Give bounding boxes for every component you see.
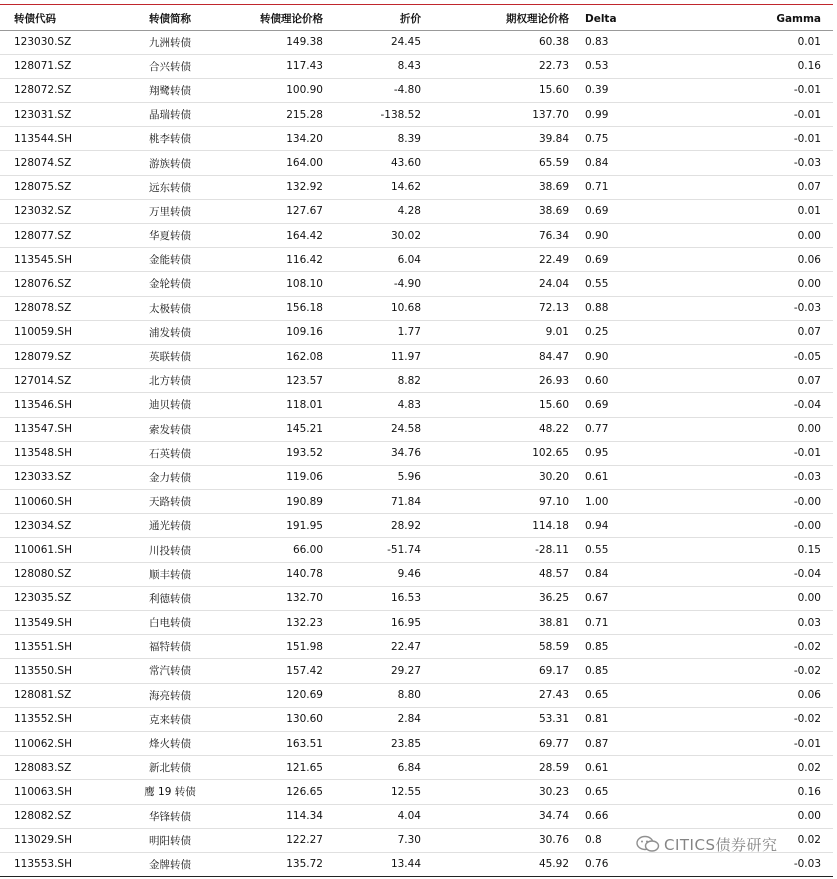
cell-gamma: -0.04	[723, 393, 833, 417]
cell-option-price: 69.17	[431, 659, 581, 683]
cell-discount: -4.80	[331, 78, 431, 102]
cell-option-price: 38.81	[431, 611, 581, 635]
cell-bond-code: 128081.SZ	[0, 683, 95, 707]
cell-gamma: 0.02	[723, 756, 833, 780]
cell-bond-name: 鹰 19 转债	[95, 780, 215, 804]
cell-bond-code: 113029.SH	[0, 828, 95, 852]
table-row	[0, 731, 833, 755]
cell-bond-name: 北方转债	[95, 369, 215, 393]
cell-bond-name: 浦发转债	[95, 320, 215, 344]
cell-theoretical-price: 157.42	[215, 659, 331, 683]
cell-gamma: -0.03	[723, 465, 833, 489]
cell-option-price: 30.20	[431, 465, 581, 489]
cell-bond-code: 123033.SZ	[0, 465, 95, 489]
cell-option-price: 48.22	[431, 417, 581, 441]
cell-theoretical-price: 132.70	[215, 586, 331, 610]
cell-theoretical-price: 215.28	[215, 103, 331, 127]
cell-discount: 23.85	[331, 731, 431, 755]
cell-delta: 0.61	[581, 465, 723, 489]
cell-bond-name: 合兴转债	[95, 54, 215, 78]
cell-theoretical-price: 193.52	[215, 441, 331, 465]
cell-delta: 0.69	[581, 248, 723, 272]
cell-option-price: 45.92	[431, 852, 581, 876]
cell-bond-name: 远东转债	[95, 175, 215, 199]
table-row	[0, 296, 833, 320]
cell-delta: 0.71	[581, 611, 723, 635]
cell-delta: 0.99	[581, 103, 723, 127]
cell-gamma: 0.07	[723, 369, 833, 393]
cell-discount: 13.44	[331, 852, 431, 876]
cell-discount: 29.27	[331, 659, 431, 683]
cell-theoretical-price: 109.16	[215, 320, 331, 344]
cell-delta: 0.84	[581, 151, 723, 175]
cell-theoretical-price: 132.23	[215, 611, 331, 635]
cell-bond-code: 110060.SH	[0, 490, 95, 514]
header-bond-code: 转债代码	[0, 8, 95, 30]
cell-bond-name: 金牌转债	[95, 852, 215, 876]
cell-theoretical-price: 118.01	[215, 393, 331, 417]
table-body	[0, 30, 833, 877]
cell-gamma: -0.02	[723, 635, 833, 659]
cell-theoretical-price: 122.27	[215, 828, 331, 852]
cell-theoretical-price: 191.95	[215, 514, 331, 538]
cell-discount: 2.84	[331, 707, 431, 731]
cell-discount: 28.92	[331, 514, 431, 538]
table-row	[0, 465, 833, 489]
cell-bond-code: 128082.SZ	[0, 804, 95, 828]
cell-option-price: 28.59	[431, 756, 581, 780]
cell-option-price: 22.73	[431, 54, 581, 78]
cell-theoretical-price: 134.20	[215, 127, 331, 151]
cell-bond-code: 128080.SZ	[0, 562, 95, 586]
cell-discount: -138.52	[331, 103, 431, 127]
cell-theoretical-price: 117.43	[215, 54, 331, 78]
cell-delta: 0.84	[581, 562, 723, 586]
cell-gamma: 0.00	[723, 417, 833, 441]
cell-gamma: -0.01	[723, 441, 833, 465]
cell-bond-name: 石英转债	[95, 441, 215, 465]
cell-bond-name: 克来转债	[95, 707, 215, 731]
table-row	[0, 369, 833, 393]
cell-bond-code: 128076.SZ	[0, 272, 95, 296]
cell-theoretical-price: 116.42	[215, 248, 331, 272]
cell-option-price: 15.60	[431, 393, 581, 417]
cell-option-price: 24.04	[431, 272, 581, 296]
table-row	[0, 224, 833, 248]
cell-theoretical-price: 126.65	[215, 780, 331, 804]
cell-discount: 22.47	[331, 635, 431, 659]
header-option-price: 期权理论价格	[431, 8, 581, 30]
cell-delta: 0.53	[581, 54, 723, 78]
table-row	[0, 127, 833, 151]
cell-discount: 5.96	[331, 465, 431, 489]
cell-option-price: 38.69	[431, 175, 581, 199]
table-row	[0, 611, 833, 635]
table-row	[0, 441, 833, 465]
cell-bond-code: 113547.SH	[0, 417, 95, 441]
cell-delta: 0.75	[581, 127, 723, 151]
cell-option-price: -28.11	[431, 538, 581, 562]
cell-bond-code: 128077.SZ	[0, 224, 95, 248]
cell-theoretical-price: 164.42	[215, 224, 331, 248]
table-row	[0, 490, 833, 514]
cell-gamma: -0.01	[723, 127, 833, 151]
cell-option-price: 76.34	[431, 224, 581, 248]
cell-option-price: 58.59	[431, 635, 581, 659]
table-row	[0, 756, 833, 780]
cell-discount: 6.04	[331, 248, 431, 272]
cell-option-price: 27.43	[431, 683, 581, 707]
cell-gamma: -0.01	[723, 78, 833, 102]
cell-discount: 8.82	[331, 369, 431, 393]
cell-theoretical-price: 66.00	[215, 538, 331, 562]
cell-gamma: 0.06	[723, 683, 833, 707]
cell-delta: 0.77	[581, 417, 723, 441]
cell-delta: 0.95	[581, 441, 723, 465]
cell-bond-name: 常汽转债	[95, 659, 215, 683]
cell-option-price: 26.93	[431, 369, 581, 393]
cell-bond-code: 128071.SZ	[0, 54, 95, 78]
cell-delta: 0.69	[581, 393, 723, 417]
cell-discount: 9.46	[331, 562, 431, 586]
cell-delta: 1.00	[581, 490, 723, 514]
table-row	[0, 538, 833, 562]
cell-option-price: 39.84	[431, 127, 581, 151]
cell-bond-code: 113544.SH	[0, 127, 95, 151]
cell-bond-name: 通光转债	[95, 514, 215, 538]
cell-discount: 16.53	[331, 586, 431, 610]
cell-discount: 71.84	[331, 490, 431, 514]
cell-gamma: -0.03	[723, 151, 833, 175]
cell-discount: -51.74	[331, 538, 431, 562]
table-row	[0, 562, 833, 586]
cell-bond-code: 128078.SZ	[0, 296, 95, 320]
cell-discount: 30.02	[331, 224, 431, 248]
cell-delta: 0.90	[581, 344, 723, 368]
cell-option-price: 60.38	[431, 30, 581, 54]
cell-discount: -4.90	[331, 272, 431, 296]
cell-delta: 0.90	[581, 224, 723, 248]
cell-theoretical-price: 132.92	[215, 175, 331, 199]
cell-discount: 8.43	[331, 54, 431, 78]
cell-bond-name: 福特转债	[95, 635, 215, 659]
table-row	[0, 417, 833, 441]
table-row	[0, 54, 833, 78]
cell-gamma: -0.03	[723, 852, 833, 876]
cell-bond-name: 新北转债	[95, 756, 215, 780]
cell-theoretical-price: 130.60	[215, 707, 331, 731]
cell-bond-code: 113551.SH	[0, 635, 95, 659]
cell-bond-code: 110059.SH	[0, 320, 95, 344]
cell-gamma: 0.02	[723, 828, 833, 852]
cell-bond-code: 113552.SH	[0, 707, 95, 731]
cell-gamma: -0.02	[723, 707, 833, 731]
cell-bond-name: 海亮转债	[95, 683, 215, 707]
table-row	[0, 659, 833, 683]
cell-theoretical-price: 114.34	[215, 804, 331, 828]
cell-gamma: 0.06	[723, 248, 833, 272]
cell-delta: 0.67	[581, 586, 723, 610]
cell-bond-code: 128072.SZ	[0, 78, 95, 102]
cell-bond-name: 利德转债	[95, 586, 215, 610]
cell-bond-name: 天路转债	[95, 490, 215, 514]
cell-bond-name: 金力转债	[95, 465, 215, 489]
table-row	[0, 30, 833, 54]
cell-gamma: 0.00	[723, 224, 833, 248]
cell-theoretical-price: 164.00	[215, 151, 331, 175]
cell-bond-name: 烽火转债	[95, 731, 215, 755]
cell-bond-name: 英联转债	[95, 344, 215, 368]
cell-discount: 24.45	[331, 30, 431, 54]
watermark-text: CITICS债券研究	[664, 835, 778, 854]
cell-bond-name: 游族转债	[95, 151, 215, 175]
cell-option-price: 97.10	[431, 490, 581, 514]
cell-bond-name: 翔鹭转债	[95, 78, 215, 102]
cell-discount: 7.30	[331, 828, 431, 852]
cell-discount: 14.62	[331, 175, 431, 199]
cell-bond-code: 110062.SH	[0, 731, 95, 755]
cell-discount: 8.39	[331, 127, 431, 151]
cell-bond-name: 白电转债	[95, 611, 215, 635]
table-row	[0, 344, 833, 368]
table-row	[0, 635, 833, 659]
cell-bond-code: 110061.SH	[0, 538, 95, 562]
cell-delta: 0.60	[581, 369, 723, 393]
cell-delta: 0.55	[581, 272, 723, 296]
cell-delta: 0.8	[581, 828, 723, 852]
table-row	[0, 248, 833, 272]
cell-delta: 0.94	[581, 514, 723, 538]
cell-gamma: 0.16	[723, 780, 833, 804]
cell-bond-code: 110063.SH	[0, 780, 95, 804]
cell-bond-name: 华锋转债	[95, 804, 215, 828]
cell-delta: 0.81	[581, 707, 723, 731]
cell-option-price: 30.76	[431, 828, 581, 852]
table-row	[0, 683, 833, 707]
cell-option-price: 137.70	[431, 103, 581, 127]
cell-theoretical-price: 145.21	[215, 417, 331, 441]
cell-discount: 10.68	[331, 296, 431, 320]
cell-delta: 0.69	[581, 199, 723, 223]
cell-gamma: -0.00	[723, 490, 833, 514]
cell-bond-code: 127014.SZ	[0, 369, 95, 393]
table-row	[0, 852, 833, 876]
table-row	[0, 514, 833, 538]
table-row	[0, 151, 833, 175]
cell-bond-code: 123035.SZ	[0, 586, 95, 610]
cell-bond-code: 113553.SH	[0, 852, 95, 876]
cell-delta: 0.83	[581, 30, 723, 54]
cell-bond-name: 华夏转债	[95, 224, 215, 248]
cell-theoretical-price: 123.57	[215, 369, 331, 393]
cell-delta: 0.39	[581, 78, 723, 102]
cell-theoretical-price: 140.78	[215, 562, 331, 586]
cell-option-price: 22.49	[431, 248, 581, 272]
cell-bond-name: 明阳转债	[95, 828, 215, 852]
cell-option-price: 38.69	[431, 199, 581, 223]
cell-bond-code: 123032.SZ	[0, 199, 95, 223]
cell-gamma: -0.02	[723, 659, 833, 683]
header-delta: Delta	[581, 8, 723, 30]
cell-option-price: 53.31	[431, 707, 581, 731]
cell-gamma: 0.01	[723, 30, 833, 54]
cell-bond-code: 123030.SZ	[0, 30, 95, 54]
cell-option-price: 30.23	[431, 780, 581, 804]
cell-option-price: 36.25	[431, 586, 581, 610]
cell-theoretical-price: 121.65	[215, 756, 331, 780]
cell-option-price: 84.47	[431, 344, 581, 368]
cell-bond-name: 金轮转债	[95, 272, 215, 296]
cell-delta: 0.85	[581, 659, 723, 683]
cell-gamma: 0.00	[723, 804, 833, 828]
table-row	[0, 78, 833, 102]
cell-gamma: 0.03	[723, 611, 833, 635]
table-row	[0, 272, 833, 296]
cell-gamma: 0.07	[723, 320, 833, 344]
cell-gamma: -0.01	[723, 731, 833, 755]
cell-discount: 8.80	[331, 683, 431, 707]
cell-delta: 0.25	[581, 320, 723, 344]
cell-bond-code: 128074.SZ	[0, 151, 95, 175]
cell-option-price: 102.65	[431, 441, 581, 465]
cell-gamma: -0.00	[723, 514, 833, 538]
cell-bond-name: 九洲转债	[95, 30, 215, 54]
table-row	[0, 707, 833, 731]
cell-discount: 4.04	[331, 804, 431, 828]
cell-option-price: 34.74	[431, 804, 581, 828]
table-row	[0, 804, 833, 828]
cell-discount: 34.76	[331, 441, 431, 465]
cell-gamma: 0.01	[723, 199, 833, 223]
table-row	[0, 175, 833, 199]
header-bond-name: 转债简称	[95, 8, 215, 30]
cell-option-price: 48.57	[431, 562, 581, 586]
cell-bond-name: 川投转债	[95, 538, 215, 562]
cell-bond-code: 113546.SH	[0, 393, 95, 417]
cell-delta: 0.87	[581, 731, 723, 755]
cell-theoretical-price: 162.08	[215, 344, 331, 368]
table-row	[0, 828, 833, 852]
cell-theoretical-price: 120.69	[215, 683, 331, 707]
cell-bond-name: 万里转债	[95, 199, 215, 223]
table-row	[0, 199, 833, 223]
table-row	[0, 320, 833, 344]
table-row	[0, 103, 833, 127]
cell-gamma: 0.00	[723, 586, 833, 610]
cell-discount: 24.58	[331, 417, 431, 441]
cell-delta: 0.85	[581, 635, 723, 659]
header-gamma: Gamma	[723, 8, 833, 30]
cell-option-price: 69.77	[431, 731, 581, 755]
table-row	[0, 393, 833, 417]
cell-bond-name: 太极转债	[95, 296, 215, 320]
cell-option-price: 72.13	[431, 296, 581, 320]
cell-theoretical-price: 119.06	[215, 465, 331, 489]
cell-theoretical-price: 156.18	[215, 296, 331, 320]
cell-theoretical-price: 135.72	[215, 852, 331, 876]
cell-option-price: 114.18	[431, 514, 581, 538]
cell-gamma: -0.01	[723, 103, 833, 127]
cell-delta: 0.66	[581, 804, 723, 828]
cell-bond-code: 128079.SZ	[0, 344, 95, 368]
header-discount: 折价	[331, 8, 431, 30]
cell-delta: 0.55	[581, 538, 723, 562]
cell-bond-code: 113550.SH	[0, 659, 95, 683]
cell-option-price: 15.60	[431, 78, 581, 102]
cell-gamma: 0.16	[723, 54, 833, 78]
cell-bond-name: 晶瑞转债	[95, 103, 215, 127]
cell-bond-code: 113549.SH	[0, 611, 95, 635]
cell-gamma: -0.03	[723, 296, 833, 320]
cell-bond-name: 索发转债	[95, 417, 215, 441]
cell-discount: 1.77	[331, 320, 431, 344]
cell-delta: 0.65	[581, 780, 723, 804]
cell-bond-name: 桃李转债	[95, 127, 215, 151]
table-row	[0, 586, 833, 610]
cell-bond-code: 128075.SZ	[0, 175, 95, 199]
cell-discount: 43.60	[331, 151, 431, 175]
cell-gamma: 0.15	[723, 538, 833, 562]
cell-option-price: 65.59	[431, 151, 581, 175]
table-header-row	[0, 8, 833, 30]
cell-delta: 0.88	[581, 296, 723, 320]
cell-theoretical-price: 100.90	[215, 78, 331, 102]
cell-bond-name: 金能转债	[95, 248, 215, 272]
cell-gamma: 0.00	[723, 272, 833, 296]
cell-theoretical-price: 163.51	[215, 731, 331, 755]
cell-delta: 0.76	[581, 852, 723, 876]
top-accent-rule	[0, 4, 833, 5]
cell-delta: 0.61	[581, 756, 723, 780]
cell-discount: 4.83	[331, 393, 431, 417]
header-theoretical-price: 转债理论价格	[215, 8, 331, 30]
cell-theoretical-price: 151.98	[215, 635, 331, 659]
cell-theoretical-price: 149.38	[215, 30, 331, 54]
cell-delta: 0.71	[581, 175, 723, 199]
cell-gamma: -0.04	[723, 562, 833, 586]
cell-theoretical-price: 127.67	[215, 199, 331, 223]
cell-bond-code: 128083.SZ	[0, 756, 95, 780]
cell-gamma: 0.07	[723, 175, 833, 199]
cell-bond-code: 123034.SZ	[0, 514, 95, 538]
cell-discount: 12.55	[331, 780, 431, 804]
cell-delta: 0.65	[581, 683, 723, 707]
convertible-bond-table	[0, 8, 833, 877]
cell-bond-code: 123031.SZ	[0, 103, 95, 127]
table-row	[0, 780, 833, 804]
cell-bond-code: 113548.SH	[0, 441, 95, 465]
cell-option-price: 9.01	[431, 320, 581, 344]
cell-discount: 6.84	[331, 756, 431, 780]
cell-gamma: -0.05	[723, 344, 833, 368]
cell-theoretical-price: 190.89	[215, 490, 331, 514]
cell-discount: 11.97	[331, 344, 431, 368]
cell-discount: 16.95	[331, 611, 431, 635]
cell-bond-name: 迪贝转债	[95, 393, 215, 417]
cell-theoretical-price: 108.10	[215, 272, 331, 296]
cell-bond-name: 顺丰转债	[95, 562, 215, 586]
cell-bond-code: 113545.SH	[0, 248, 95, 272]
cell-discount: 4.28	[331, 199, 431, 223]
